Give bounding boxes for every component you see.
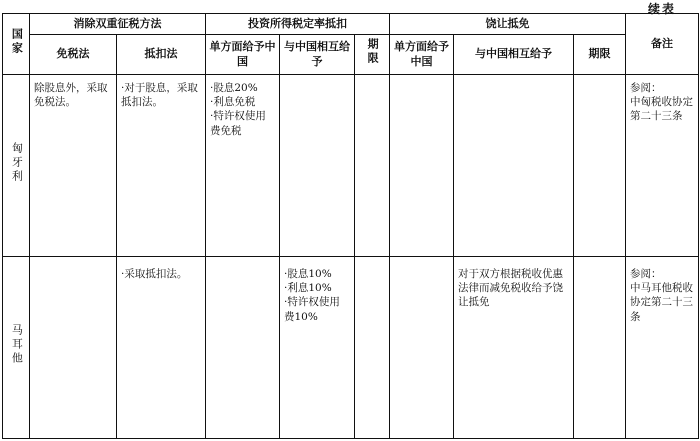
country-cell: 马耳他 (3, 257, 30, 439)
unilateral-sparing-cell (390, 75, 454, 257)
mutual-sparing-cell (454, 75, 574, 257)
header-mutual-rate: 与中国相互给予 (280, 35, 355, 75)
country-cell: 匈牙利 (3, 75, 30, 257)
header-remarks: 备注 (626, 14, 699, 75)
credit-cell: ·采取抵扣法。 (117, 257, 206, 439)
header-unilateral-sparing: 单方面给予中国 (390, 35, 454, 75)
table-row (3, 75, 699, 257)
exemption-cell: 除股息外，采取免税法。 (30, 75, 117, 257)
header-unilateral-rate: 单方面给予中国 (206, 35, 280, 75)
tax-treaty-table (2, 13, 699, 439)
credit-cell: ·对于股息，采取抵扣法。 (117, 75, 206, 257)
mutual-rate-cell (280, 75, 355, 257)
header-country: 国家 (3, 14, 30, 75)
header-elimination-methods: 消除双重征税方法 (30, 14, 206, 35)
header-tax-sparing: 饶让抵免 (390, 14, 626, 35)
unilateral-rate-cell (206, 257, 280, 439)
header-exemption: 免税法 (30, 35, 117, 75)
header-mutual-sparing: 与中国相互给予 (454, 35, 574, 75)
period-sparing-cell (574, 257, 626, 439)
header-credit: 抵扣法 (117, 35, 206, 75)
period-sparing-cell (574, 75, 626, 257)
header-rate-credit: 投资所得税定率抵扣 (206, 14, 390, 35)
unilateral-sparing-cell (390, 257, 454, 439)
mutual-sparing-cell: 对于双方根据税收优惠法律而减免税收给予饶让抵免 (454, 257, 574, 439)
period-rate-cell (355, 257, 390, 439)
exemption-cell (30, 257, 117, 439)
table-row (3, 257, 699, 439)
unilateral-rate-cell: ·股息20% ·利息免税 ·特许权使用费免税 (206, 75, 280, 257)
remarks-cell: 参阅： 中马耳他税收协定第二十三条 (626, 257, 699, 439)
header-period-rate: 期限 (355, 35, 390, 75)
mutual-rate-cell: ·股息10% ·利息10% ·特许权使用费10% (280, 257, 355, 439)
period-rate-cell (355, 75, 390, 257)
continued-label: 续表 (648, 2, 677, 16)
header-period-sparing: 期限 (574, 35, 626, 75)
remarks-cell: 参阅： 中匈税收协定第二十三条 (626, 75, 699, 257)
